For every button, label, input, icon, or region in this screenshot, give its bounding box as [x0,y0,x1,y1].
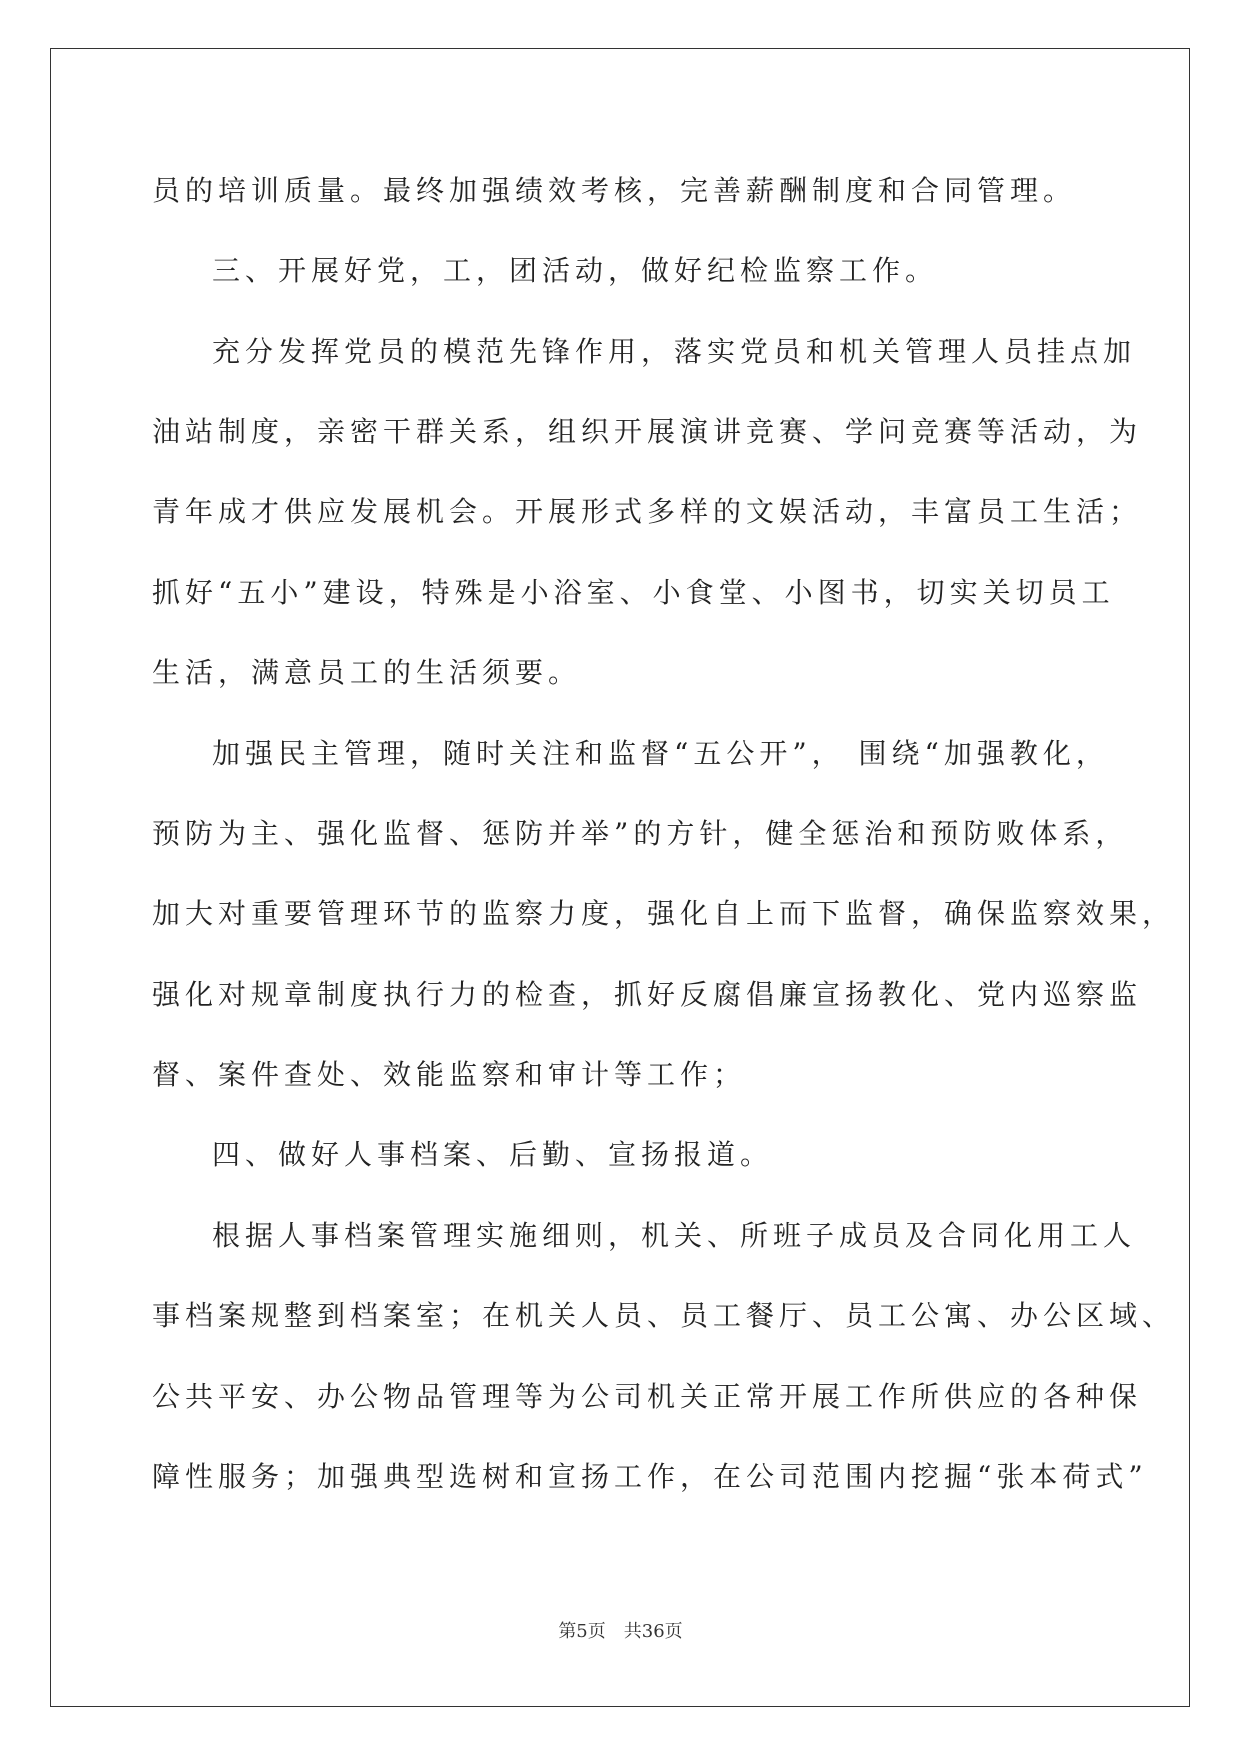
text-line: 充分发挥党员的模范先锋作用，落实党员和机关管理人员挂点加 [212,335,1137,368]
text-line: 障性服务；加强典型选树和宣扬工作，在公司范围内挖掘“张本荷式” [152,1460,1148,1493]
section-heading: 三、开展好党，工，团活动，做好纪检监察工作。 [212,254,939,287]
text-line: 抓好“五小”建设，特殊是小浴室、小食堂、小图书，切实关切员工 [152,576,1115,609]
text-line: 公共平安、办公物品管理等为公司机关正常开展工作所供应的各种保 [152,1380,1143,1413]
page-footer [0,1620,1241,1644]
text-line: 油站制度，亲密干群关系，组织开展演讲竞赛、学问竞赛等活动，为 [152,415,1143,448]
text-line: 加大对重要管理环节的监察力度，强化自上而下监督，确保监察效果， [152,897,1176,930]
page-total: 共36页 [623,1621,683,1642]
text-line: 生活，满意员工的生活须要。 [152,656,582,689]
section-heading: 四、做好人事档案、后勤、宣扬报道。 [212,1138,774,1171]
text-line: 预防为主、强化监督、惩防并举”的方针，健全惩治和预防败体系， [152,817,1129,850]
text-line: 加强民主管理，随时关注和监督“五公开”， 围绕“加强教化， [212,737,1109,770]
text-line: 员的培训质量。最终加强绩效考核，完善薪酬制度和合同管理。 [152,174,1077,207]
text-line: 强化对规章制度执行力的检查，抓好反腐倡廉宣扬教化、党内巡察监 [152,978,1143,1011]
text-line: 督、案件查处、效能监察和审计等工作； [152,1058,747,1091]
page-number: 第5页 [558,1621,606,1642]
text-line: 根据人事档案管理实施细则，机关、所班子成员及合同化用工人 [212,1219,1137,1252]
text-line: 事档案规整到档案室；在机关人员、员工餐厅、员工公寓、办公区域、 [152,1299,1176,1332]
text-line: 青年成才供应发展机会。开展形式多样的文娱活动，丰富员工生活； [152,495,1143,528]
